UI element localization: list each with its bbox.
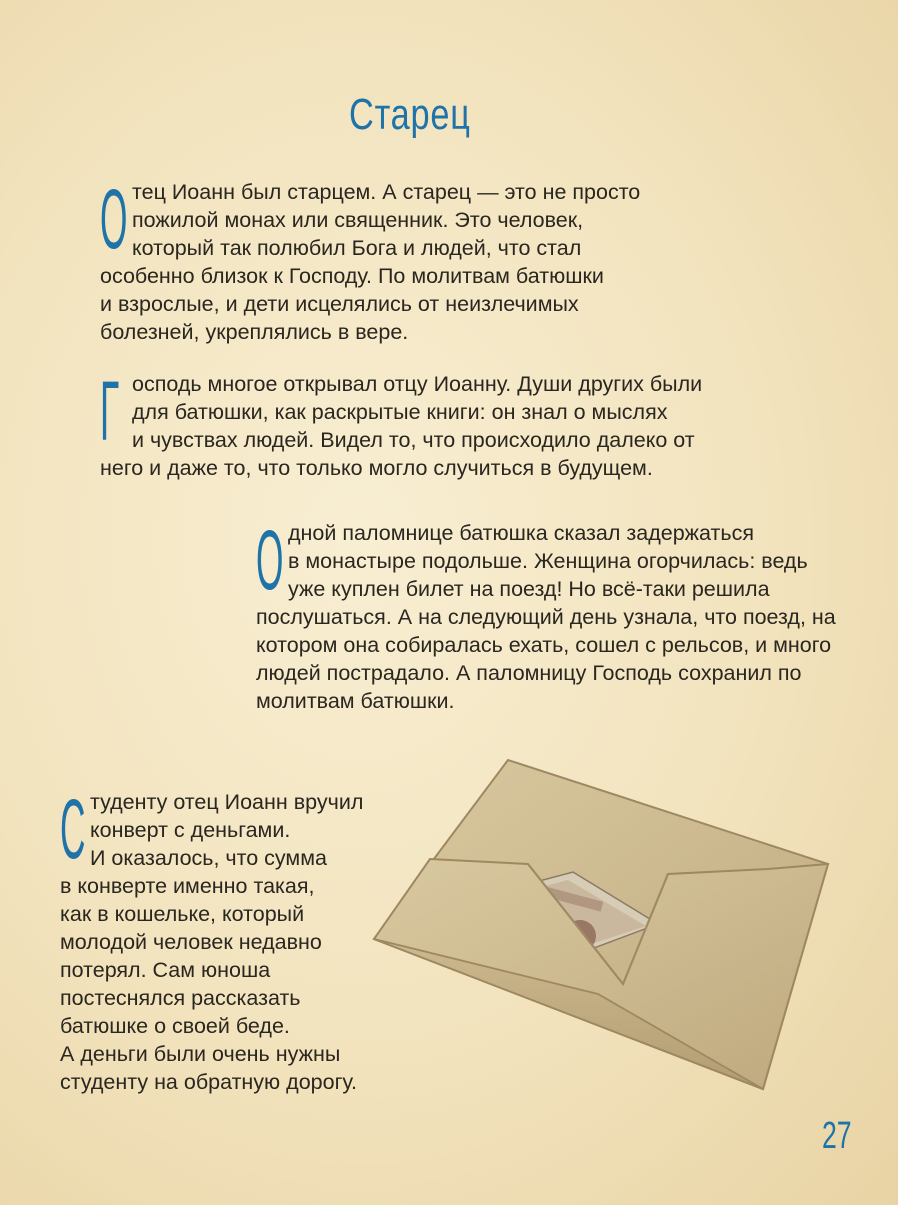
text-line: послушаться. А на следующий день узнала, что поезд, на bbox=[256, 605, 836, 629]
text-line: уже куплен билет на поезд! Но всё-таки решила bbox=[288, 577, 770, 601]
text-line: болезней, укреплялись в вере. bbox=[100, 320, 409, 344]
text-line: дной паломнице батюшка сказал задержаться bbox=[288, 521, 754, 545]
drop-cap: Г bbox=[100, 364, 120, 458]
text-line: молодой человек недавно bbox=[60, 930, 322, 954]
text-line: батюшке о своей беде. bbox=[60, 1014, 290, 1038]
text-line: потерял. Сам юноша bbox=[60, 958, 271, 982]
text-line: А деньги были очень нужны bbox=[60, 1042, 341, 1066]
text-line: и взрослые, и дети исцелялись от неизлечимых bbox=[100, 292, 579, 316]
text-line: студенту на обратную дорогу. bbox=[60, 1070, 357, 1094]
text-line: котором она собиралась ехать, сошел с рельсов, и много bbox=[256, 633, 832, 657]
paragraph-4 bbox=[60, 782, 364, 1096]
text-line: который так полюбил Бога и людей, что стал bbox=[132, 236, 582, 260]
text-line: туденту отец Иоанн вручил bbox=[90, 790, 364, 814]
text-line: в монастыре подольше. Женщина огорчилась: ведь bbox=[288, 549, 808, 573]
text-line: тец Иоанн был старцем. А старец — это не просто bbox=[132, 180, 641, 204]
paragraph-2 bbox=[100, 364, 703, 482]
drop-cap: О bbox=[100, 172, 128, 266]
page-title: Старец bbox=[349, 90, 471, 139]
text-line: И оказалось, что сумма bbox=[90, 846, 327, 870]
text-line: конверт с деньгами. bbox=[90, 818, 291, 842]
text-line: в конверте именно такая, bbox=[60, 874, 315, 898]
page-number: 27 bbox=[822, 1115, 852, 1157]
envelope-illustration bbox=[368, 754, 848, 1104]
drop-cap: О bbox=[256, 513, 284, 607]
text-line: людей пострадало. А паломницу Господь сохранил по bbox=[256, 661, 802, 685]
text-line: как в кошельке, который bbox=[60, 902, 305, 926]
drop-cap: С bbox=[60, 782, 86, 876]
paragraph-3 bbox=[256, 513, 836, 715]
paragraph-1 bbox=[100, 172, 641, 346]
text-line: для батюшки, как раскрытые книги: он знал о мыслях bbox=[132, 400, 668, 424]
text-line: осподь многое открывал отцу Иоанну. Души других были bbox=[132, 372, 703, 396]
text-line: молитвам батюшки. bbox=[256, 689, 455, 713]
text-line: особенно близок к Господу. По молитвам батюшки bbox=[100, 264, 604, 288]
text-line: постеснялся рассказать bbox=[60, 986, 301, 1010]
text-line: и чувствах людей. Видел то, что происходило далеко от bbox=[132, 428, 695, 452]
text-line: него и даже то, что только могло случиться в будущем. bbox=[100, 456, 653, 480]
text-line: пожилой монах или священник. Это человек, bbox=[132, 208, 584, 232]
